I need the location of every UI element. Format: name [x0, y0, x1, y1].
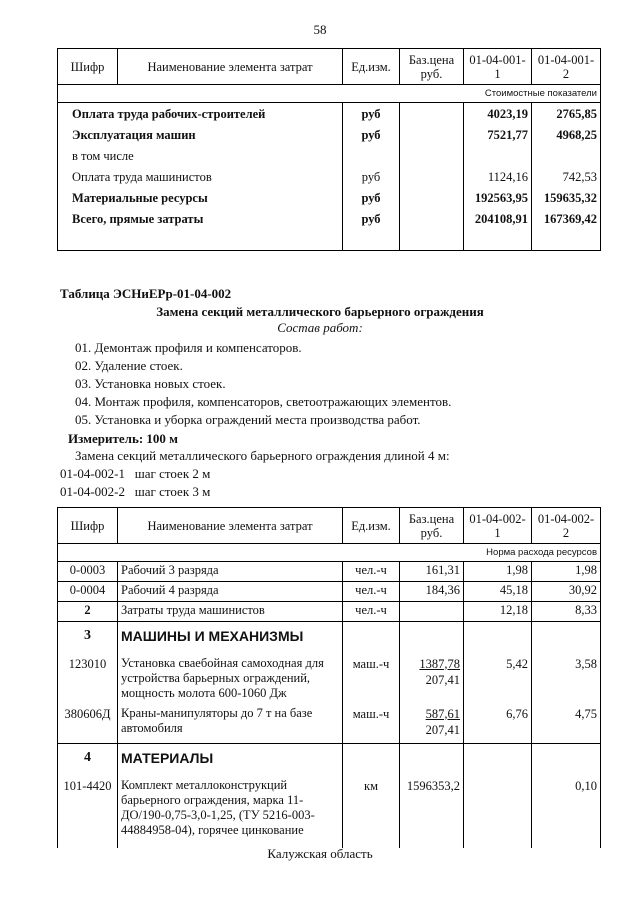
- row-value-1: 1124,16: [464, 166, 532, 187]
- row-value-1: 45,18: [464, 582, 532, 602]
- row-code: 2: [58, 602, 118, 622]
- row-value-2: 0,10: [532, 772, 601, 848]
- row-name: Рабочий 3 разряда: [118, 562, 343, 582]
- row-value-1: [464, 772, 532, 848]
- row-unit: км: [343, 772, 400, 848]
- row-name: Комплект металлоконструкций барьерного ограждения, марка 11-ДО/190-0,75-3,0-1,25, (ТУ 5216-003-44884958-04), горячее цинкование: [118, 772, 343, 848]
- row-value-2: 8,33: [532, 602, 601, 622]
- variant-text: шаг стоек 2 м: [134, 466, 211, 481]
- works-title: Состав работ:: [277, 320, 363, 335]
- row-unit: руб: [343, 124, 400, 145]
- section-label: МАТЕРИАЛЫ: [118, 744, 343, 772]
- subheader: Норма расхода ресурсов: [58, 544, 601, 562]
- section-title: Замена секций металлического барьерного ограждения: [156, 304, 484, 319]
- table-id: Таблица ЭСНиЕРр-01-04-002: [60, 286, 232, 301]
- row-value-2: 159635,32: [532, 187, 601, 208]
- row-unit: чел.-ч: [343, 562, 400, 582]
- row-unit: чел.-ч: [343, 602, 400, 622]
- work-item: 02. Удаление стоек.: [75, 358, 183, 373]
- table-row: [58, 208, 601, 229]
- table-row: [58, 562, 601, 582]
- variant-text: шаг стоек 3 м: [134, 484, 211, 499]
- row-value-1: 204108,91: [464, 208, 532, 229]
- cost-table: [57, 48, 601, 251]
- section-row-machines: [58, 622, 601, 650]
- description: Замена секций металлического барьерного ограждения длиной 4 м:: [75, 448, 450, 463]
- row-name: Материальные ресурсы: [58, 187, 343, 208]
- row-value-1: 1,98: [464, 562, 532, 582]
- row-code: 101-4420: [58, 772, 118, 848]
- footer-region: Калужская область: [267, 846, 373, 861]
- variant-row: [60, 484, 210, 500]
- row-price: [400, 602, 464, 622]
- row-code: 380606Д: [58, 702, 118, 744]
- work-item: 03. Установка новых стоек.: [75, 376, 226, 391]
- row-name: Краны-манипуляторы до 7 т на базе автомобиля: [118, 702, 343, 744]
- col-header-name: Наименование элемента затрат: [118, 508, 343, 544]
- table-row: [58, 602, 601, 622]
- row-unit: руб: [343, 166, 400, 187]
- table-row: [58, 650, 601, 702]
- table-row: [58, 124, 601, 145]
- table-row: [58, 166, 601, 187]
- row-price: 184,36: [400, 582, 464, 602]
- col-header-code: Шифр: [58, 49, 118, 85]
- row-unit: руб: [343, 208, 400, 229]
- col-header-unit: Ед.изм.: [343, 508, 400, 544]
- table-row: [58, 145, 601, 166]
- row-name: Оплата труда машинистов: [58, 166, 343, 187]
- resource-table: [57, 507, 601, 848]
- table-row: [58, 187, 601, 208]
- row-value-2: 167369,42: [532, 208, 601, 229]
- table-row: [58, 103, 601, 125]
- row-unit: руб: [343, 103, 400, 125]
- col-header-variant-2: 01-04-002-2: [532, 508, 601, 544]
- row-price: 161,31: [400, 562, 464, 582]
- row-value-2: 3,58: [532, 650, 601, 702]
- row-name: в том числе: [58, 145, 343, 166]
- work-item: 05. Установка и уборка ограждений места производства работ.: [75, 412, 421, 427]
- section-number: 4: [58, 744, 118, 772]
- row-price: 1596353,2: [400, 772, 464, 848]
- work-item: 01. Демонтаж профиля и компенсаторов.: [75, 340, 302, 355]
- col-header-price: Баз.цена руб.: [400, 508, 464, 544]
- row-name: Эксплуатация машин: [58, 124, 343, 145]
- section-row-materials: [58, 744, 601, 772]
- row-name: Установка сваебойная самоходная для устройства барьерных ограждений, мощность молота 600-1060 Дж: [118, 650, 343, 702]
- row-code: 123010: [58, 650, 118, 702]
- row-value-2: 2765,85: [532, 103, 601, 125]
- col-header-price: Баз.цена руб.: [400, 49, 464, 85]
- row-value-1: 12,18: [464, 602, 532, 622]
- col-header-code: Шифр: [58, 508, 118, 544]
- row-unit: руб: [343, 187, 400, 208]
- row-value-1: 6,76: [464, 702, 532, 744]
- work-item: 04. Монтаж профиля, компенсаторов, светоотражающих элементов.: [75, 394, 452, 409]
- variant-code: 01-04-002-2: [60, 484, 125, 499]
- row-value-1: 4023,19: [464, 103, 532, 125]
- row-name: Оплата труда рабочих-строителей: [58, 103, 343, 125]
- row-price-machinist: 207,41: [425, 672, 460, 687]
- table-row: [58, 702, 601, 744]
- variant-code: 01-04-002-1: [60, 466, 125, 481]
- table-row: [58, 582, 601, 602]
- row-unit: чел.-ч: [343, 582, 400, 602]
- col-header-variant-1: 01-04-002-1: [464, 508, 532, 544]
- row-value-2: 4968,25: [532, 124, 601, 145]
- measure-unit: Измеритель: 100 м: [68, 431, 179, 446]
- subheader: Стоимостные показатели: [58, 85, 601, 103]
- variant-row: [60, 466, 210, 482]
- row-value-2: 30,92: [532, 582, 601, 602]
- page-number: 58: [313, 22, 327, 37]
- row-code: 0-0004: [58, 582, 118, 602]
- col-header-variant-1: 01-04-001-1: [464, 49, 532, 85]
- row-name: Всего, прямые затраты: [58, 208, 343, 229]
- row-value-1: 192563,95: [464, 187, 532, 208]
- row-value-2: 4,75: [532, 702, 601, 744]
- row-value-2: 1,98: [532, 562, 601, 582]
- row-unit: маш.-ч: [343, 650, 400, 702]
- table-row: [58, 772, 601, 848]
- row-name: Рабочий 4 разряда: [118, 582, 343, 602]
- section-number: 3: [58, 622, 118, 650]
- section-label: МАШИНЫ И МЕХАНИЗМЫ: [118, 622, 343, 650]
- row-name: Затраты труда машинистов: [118, 602, 343, 622]
- row-price: 1387,78: [419, 656, 460, 671]
- works-list: [75, 339, 635, 429]
- row-code: 0-0003: [58, 562, 118, 582]
- col-header-variant-2: 01-04-001-2: [532, 49, 601, 85]
- row-price: 587,61: [425, 706, 460, 721]
- row-unit: маш.-ч: [343, 702, 400, 744]
- row-value-2: 742,53: [532, 166, 601, 187]
- col-header-unit: Ед.изм.: [343, 49, 400, 85]
- col-header-name: Наименование элемента затрат: [118, 49, 343, 85]
- row-value-1: 5,42: [464, 650, 532, 702]
- row-value-1: 7521,77: [464, 124, 532, 145]
- row-price-machinist: 207,41: [425, 722, 460, 737]
